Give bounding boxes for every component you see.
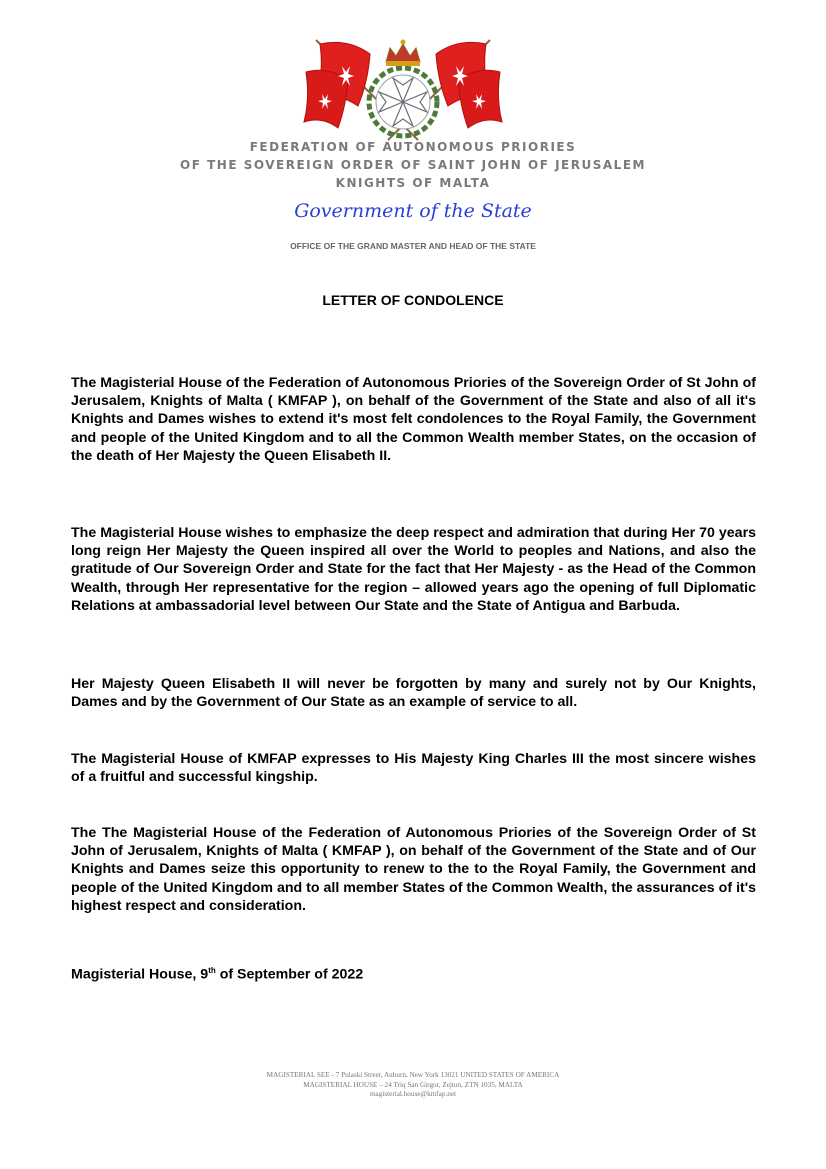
body-paragraph-1: The Magisterial House of the Federation of Autonomous Priories of the Sovereign Order of St John of Jerusalem, Knights of Malta ( KMFAP ), on behalf of the Government of the State and also of all it's Knights and Dames wishes to extend it's most felt condolences to the Royal Family, the Government and people of the United Kingdom and to all the Common Wealth member States, on the occasion of the death of Her Majesty the Queen Elisabeth II. [71,375,756,464]
government-of-the-state-heading: Government of the State [294,200,532,222]
signature-ordinal: th [208,966,216,975]
footer-line-1: MAGISTERIAL SEE - 7 Pulaski Street, Auburn, New York 13021 UNITED STATES OF AMERICA [266,1071,560,1079]
signature-suffix: of September of 2022 [215,966,364,983]
letter-title: LETTER OF CONDOLENCE [322,292,504,308]
body-paragraph-3: Her Majesty Queen Elisabeth II will never be forgotten by many and surely not by Our Knights, Dames and by the Government of Our State as an example of service to all. [71,676,756,711]
signature-prefix: Magisterial House, 9 [71,966,209,983]
footer-email: magisterial.house@kmfap.net [369,1090,457,1098]
body-paragraph-5: The The Magisterial House of the Federation of Autonomous Priories of the Sovereign Order of St John of Jerusalem, Knights of Malta ( KMFAP ), on behalf of the Government of the State and of Our Knights and Dames seize this opportunity to renew to the to the Royal Family, the Government and people of the United Kingdom and to all member States of the Common Wealth, the assurances of it's highest respect and consideration. [71,825,756,914]
organization-name-line-1: FEDERATION OF AUTONOMOUS PRIORIES [249,140,577,154]
body-paragraph-4: The Magisterial House of KMFAP expresses to His Majesty King Charles III the most sincere wishes of a fruitful and successful kingship. [71,751,756,786]
signature-line [71,966,363,983]
body-paragraph-2: The Magisterial House wishes to emphasize the deep respect and admiration that during Her 70 years long reign Her Majesty the Queen inspired all over the World to peoples and Nations, and also the gratitude of Our Sovereign Order and State for the fact that Her Majesty - as the Head of the Common Wealth, through Her representative for the region – allowed years ago the opening of full Diplomatic Relations at ambassadorial level between Our State and the State of Antigua and Barbuda. [71,525,756,614]
office-subheading: OFFICE OF THE GRAND MASTER AND HEAD OF THE STATE [290,241,536,251]
footer-line-2: MAGISTERIAL HOUSE – 24 Triq San Girgor, Zejtun, ZTN 1035, MALTA [303,1080,523,1089]
organization-name-line-2: OF THE SOVEREIGN ORDER OF SAINT JOHN OF JERUSALEM [180,158,646,172]
footer-address [0,1071,826,1100]
coat-of-arms-icon [298,32,508,144]
organization-name-line-3: KNIGHTS OF MALTA [335,176,491,190]
